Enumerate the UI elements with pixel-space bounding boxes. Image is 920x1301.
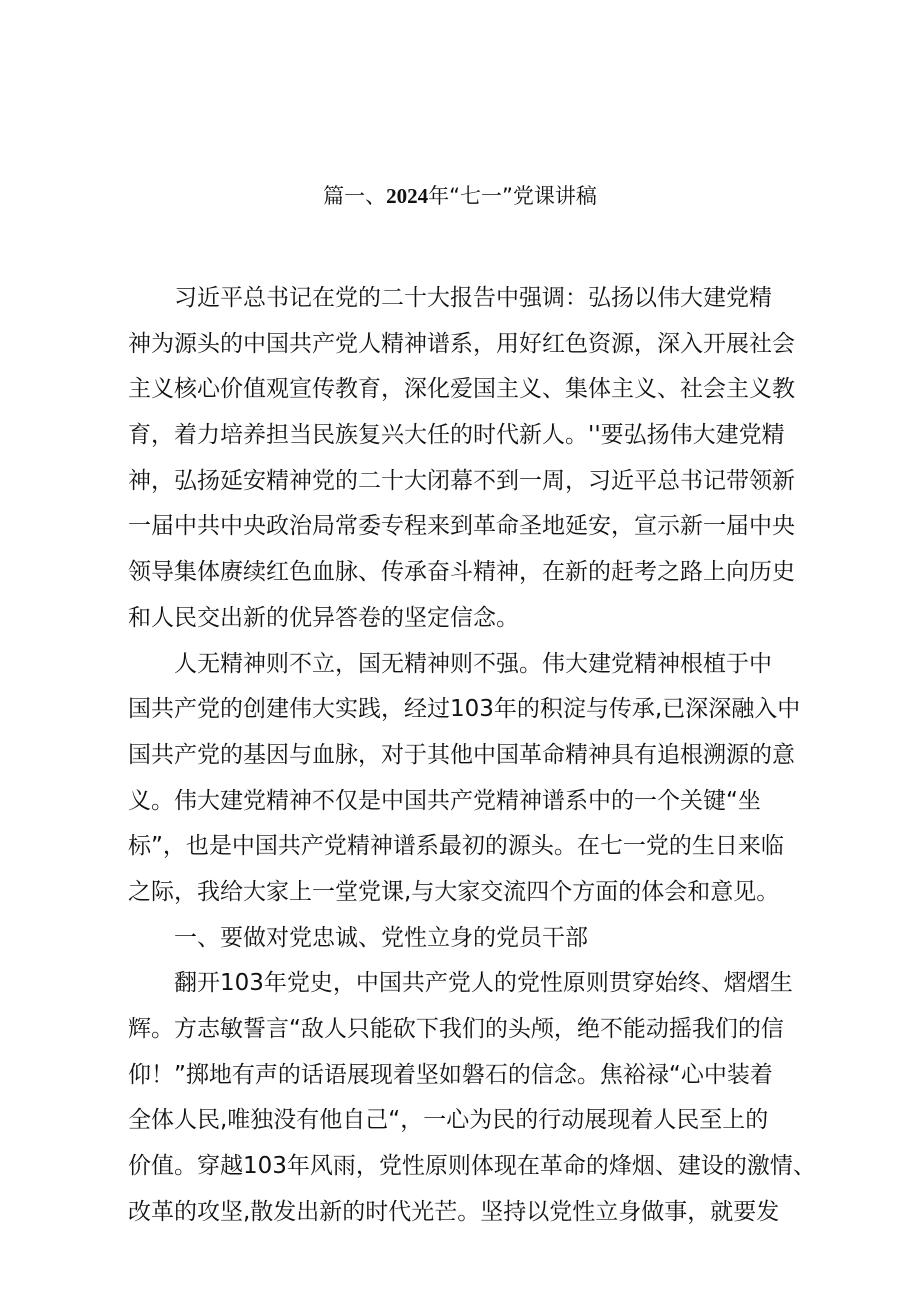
body-line: 国共产党的基因与血脉，对于其他中国革命精神具有追根溯源的意 [128,741,795,768]
body-line: 价值。穿越103年风雨，党性原则体现在革命的烽烟、建设的激情、 [128,1153,816,1180]
body-line: 神，弘扬延安精神党的二十大闭幕不到一周，习近平总书记带领新 [128,467,795,494]
section-heading: 一、要做对党忠诚、党性立身的党员干部 [174,924,588,951]
body-line: 领导集体赓续红色血脉、传承奋斗精神，在新的赶考之路上向历史 [128,559,795,586]
body-line: 习近平总书记在党的二十大报告中强调：弘扬以伟大建党精 [174,285,772,311]
body-line: 辉。方志敏誓言“敌人只能砍下我们的头颅，绝不能动摇我们的信 [128,1016,784,1042]
document-title [0,181,920,211]
document-body [128,276,818,1235]
body-line: 全体人民,唯独没有他自己“，一心为民的行动展现着人民至上的 [128,1107,769,1134]
title-suffix: 年“七一”党课讲稿 [428,184,597,208]
title-year: 2024 [386,184,429,208]
body-line: 一届中共中央政治局常委专程来到革命圣地延安，宣示新一届中央 [128,513,795,540]
body-line: 之际，我给大家上一堂党课,与大家交流四个方面的体会和意见。 [128,878,780,905]
body-line: 和人民交出新的优异答卷的坚定信念。 [128,604,519,631]
title-prefix: 篇一、 [323,184,387,208]
body-line: 主义核心价值观宣传教育，深化爱国主义、集体主义、社会主义教 [128,376,795,403]
body-line: 育，着力培养担当民族复兴大任的时代新人。''要弘扬伟大建党精 [128,422,785,449]
body-line: 仰！”掷地有声的话语展现着坚如磐石的信念。焦裕禄“心中装着 [128,1061,773,1088]
body-line: 义。伟大建党精神不仅是中国共产党精神谱系中的一个关键“坐 [128,787,761,814]
body-line: 国共产党的创建伟大实践，经过103年的积淀与传承,已深深融入中 [128,696,801,723]
body-line: 改革的攻坚,散发出新的时代光芒。坚持以党性立身做事，就要发 [128,1198,780,1225]
body-line: 人无精神则不立，国无精神则不强。伟大建党精神根植于中 [174,650,772,677]
body-line: 标”，也是中国共产党精神谱系最初的源头。在七一党的生日来临 [128,833,784,860]
body-line: 神为源头的中国共产党人精神谱系，用好红色资源，深入开展社会 [128,330,795,357]
body-line: 翻开103年党史，中国共产党人的党性原则贯穿始终、熠熠生 [174,970,793,997]
